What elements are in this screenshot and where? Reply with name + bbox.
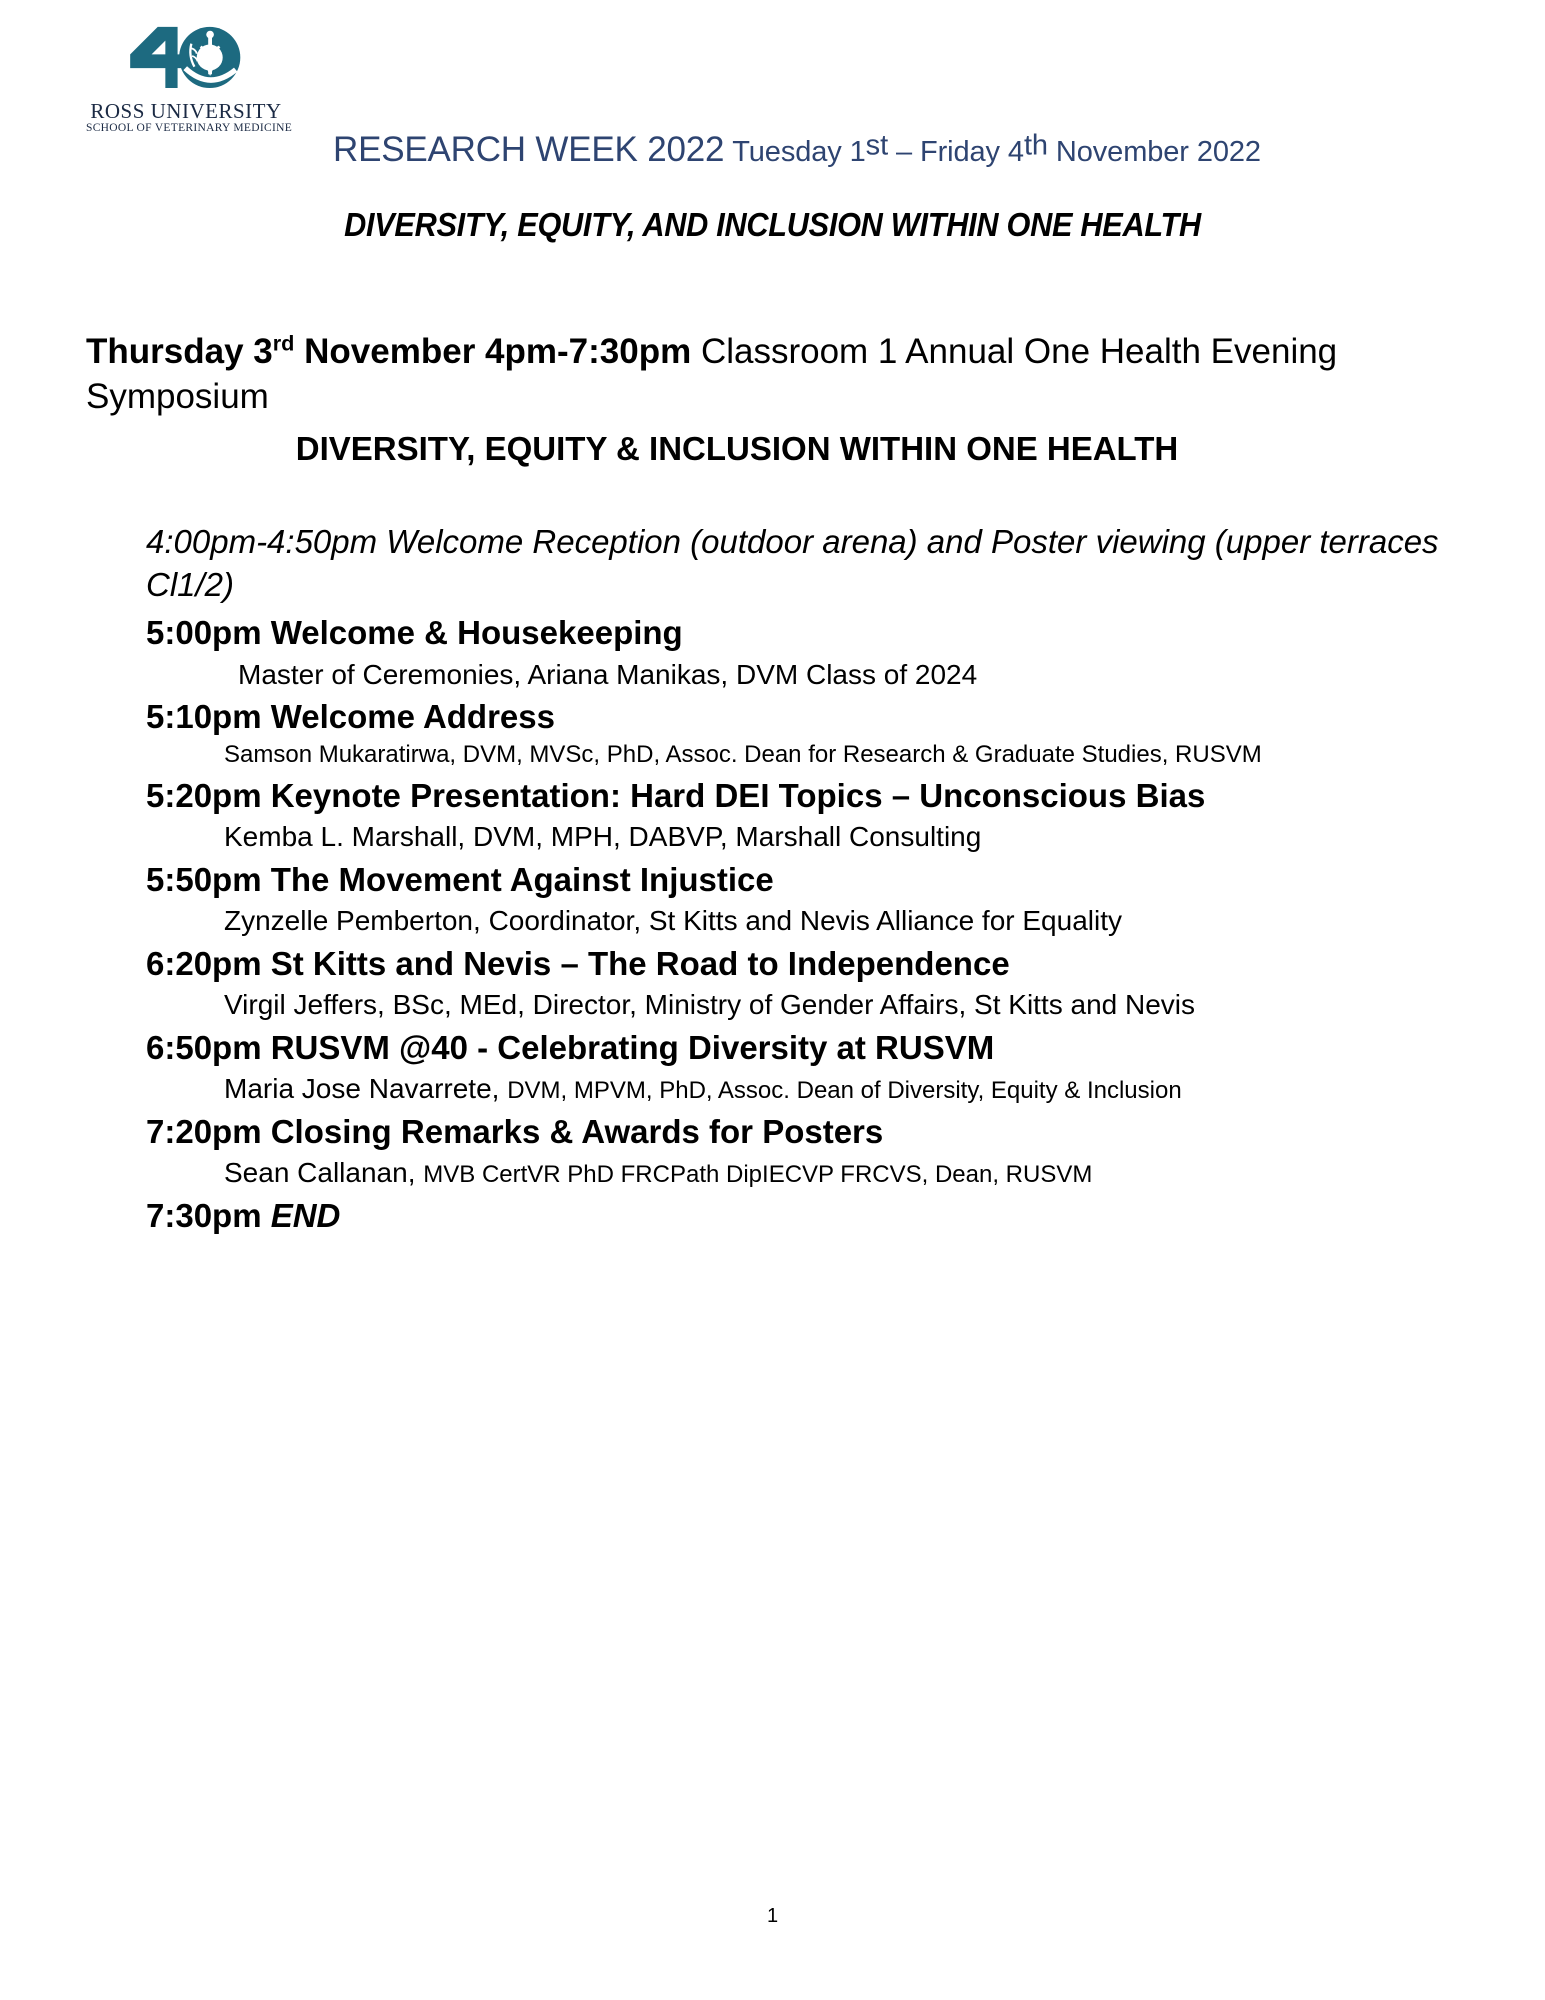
dates-mid: – Friday 4	[888, 136, 1024, 168]
agenda-item-speaker: Master of Ceremonies, Ariana Manikas, DVM Class of 2024	[238, 658, 978, 690]
dates-post: November 2022	[1047, 136, 1261, 168]
ross-university-40th-anniversary-logo-icon	[121, 20, 251, 98]
agenda-item-title: 6:20pm St Kitts and Nevis – The Road to Independence	[146, 944, 1010, 982]
session-lead-line	[86, 330, 1458, 420]
agenda-end-time: 7:30pm	[146, 1196, 271, 1234]
agenda-item-speaker	[146, 1072, 1458, 1106]
speaker-name: Sean Callanan,	[224, 1157, 424, 1189]
agenda-item-title: 7:20pm Closing Remarks & Awards for Posters	[146, 1112, 884, 1150]
page-footer	[0, 1905, 1545, 1928]
lead-bold-rest: November 4pm-7:30pm	[294, 332, 692, 371]
lead-normal-rest: Classroom 1 Annual One Health Evening Symposium	[86, 332, 1338, 416]
dates-sup-1: st	[865, 129, 889, 162]
speaker-credentials: MVB CertVR PhD FRCPath DipIECVP FRCVS, Dean, RUSVM	[423, 1161, 1093, 1189]
dates-sup-2: th	[1023, 129, 1048, 162]
speaker-name: Maria Jose Navarrete,	[224, 1073, 508, 1105]
agenda-item-title: 5:00pm Welcome & Housekeeping	[146, 614, 683, 652]
agenda-end-line	[146, 1196, 1458, 1236]
page-header	[0, 14, 1545, 169]
agenda-intro: 4:00pm-4:50pm Welcome Reception (outdoor arena) and Poster viewing (upper terraces Cl1/2)	[146, 522, 1439, 604]
page-number: 1	[766, 1905, 779, 1927]
agenda-item-speaker: Kemba L. Marshall, DVM, MPH, DABVP, Marshall Consulting	[224, 821, 982, 853]
agenda-item-speaker: Zynzelle Pemberton, Coordinator, St Kitts and Nevis Alliance for Equality	[224, 905, 1122, 937]
document-body	[86, 330, 1458, 1236]
document-title: DIVERSITY, EQUITY, AND INCLUSION WITHIN ONE HEALTH	[344, 206, 1201, 243]
agenda-list	[86, 520, 1458, 1237]
agenda-item-title: 5:20pm Keynote Presentation: Hard DEI Topics – Unconscious Bias	[146, 777, 1206, 815]
session-section-title: DIVERSITY, EQUITY & INCLUSION WITHIN ONE HEALTH	[295, 429, 1179, 467]
agenda-item-title: 5:50pm The Movement Against Injustice	[146, 861, 774, 899]
logo-wordmark: ROSS UNIVERSITY	[90, 99, 282, 123]
speaker-credentials: DVM, MPVM, PhD, Assoc. Dean of Diversity, Equity & Inclusion	[507, 1077, 1182, 1105]
agenda-item-speaker	[146, 1156, 1458, 1190]
agenda-item-title: 6:50pm RUSVM @40 - Celebrating Diversity at RUSVM	[146, 1028, 995, 1066]
lead-bold-sup: rd	[272, 330, 295, 356]
agenda-end-label: END	[270, 1196, 341, 1234]
agenda-item-title: 5:10pm Welcome Address	[146, 698, 555, 736]
lead-bold-part: Thursday 3	[86, 332, 273, 371]
dates-pre: Tuesday 1	[732, 136, 866, 168]
research-week-header-title	[333, 130, 1261, 170]
logo-subwordmark: SCHOOL OF VETERINARY MEDICINE	[86, 122, 293, 135]
agenda-item-speaker: Samson Mukaratirwa, DVM, MVSc, PhD, Assoc. Dean for Research & Graduate Studies, RUSVM	[224, 741, 1262, 769]
research-week-label: RESEARCH WEEK 2022	[333, 130, 725, 169]
ross-university-logo	[86, 20, 293, 135]
agenda-item-speaker: Virgil Jeffers, BSc, MEd, Director, Ministry of Gender Affairs, St Kitts and Nevis	[224, 989, 1196, 1021]
